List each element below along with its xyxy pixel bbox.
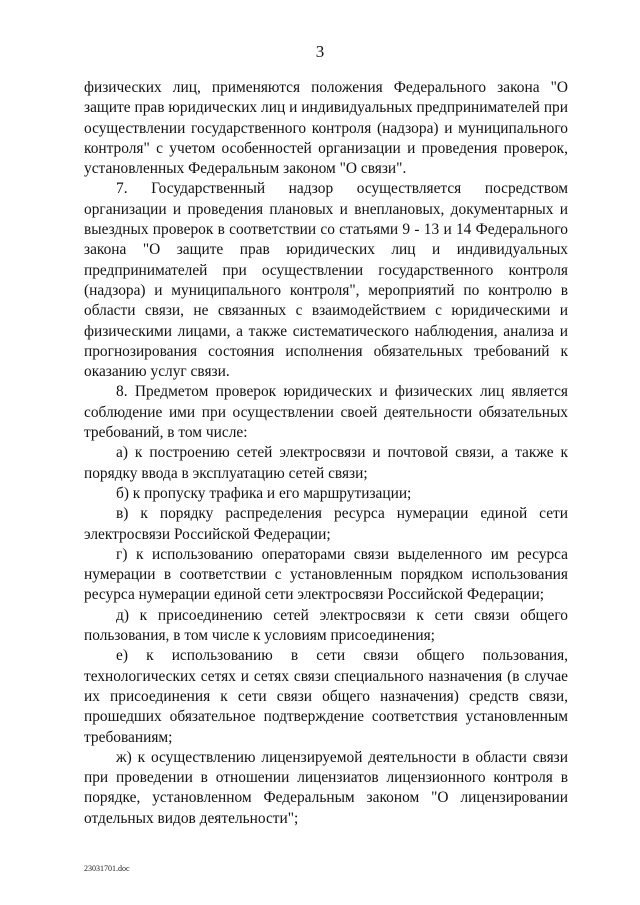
paragraph-8: 8. Предметом проверок юридических и физических лиц является соблюдение ими при осуществлении своей деятельности обязательных требований, в том числе: [84, 383, 568, 442]
list-item-a: а) к построению сетей электросвязи и почтовой связи, а также к порядку ввода в эксплуатацию сетей связи; [84, 444, 568, 482]
footer-file-code: 23031701.doc [84, 864, 130, 873]
list-item-b: б) к пропуску трафика и его маршрутизации; [116, 484, 412, 502]
list-item-zh: ж) к осуществлению лицензируемой деятельности в области связи при проведении в отношении лицензиатов лицензионного контроля в порядке, установленном Федеральным законом "О лицензировании отдельных видов деятельности"; [84, 748, 568, 827]
list-item-d: д) к присоединению сетей электросвязи к сети связи общего пользования, в том числе к условиям присоединения; [84, 606, 568, 645]
list-item-e: е) к использованию в сети связи общего пользования, технологических сетях и сетях связи специального назначения (в случае их присоединения к сети связи общего назначения) средств связи, прошедших обязательное подтверждение соответствия установленным требованиям; [84, 647, 568, 746]
list-item-v: в) к порядку распределения ресурса нумерации единой сети электросвязи Российской Федерации; [84, 505, 568, 543]
paragraph-continuation: физических лиц, применяются положения Федерального закона "О защите прав юридических лиц и индивидуальных предпринимателей при осуществлении государственного контроля (надзора) и муниципального контроля" с учетом особенностей организации и проведения проверок, установленных Федеральным законом "О связи". [84, 79, 568, 178]
paragraph-7: 7. Государственный надзор осуществляется посредством организации и проведения плановых и внеплановых, документарных и выездных проверок в соответствии со статьями 9 - 13 и 14 Федерального закона "О защите прав юридических лиц и индивидуальных предпринимателей при осуществлении государственного контроля (надзора) и муниципального контроля", мероприятий по контролю в области связи, не связанных с взаимодействием с юридическими и физическими лицами, а также систематического наблюдения, анализа и прогнозирования состояния исполнения обязательных требований к оказанию услуг связи. [84, 180, 568, 381]
document-body [84, 78, 568, 829]
list-item-g: г) к использованию операторами связи выделенного им ресурса нумерации в соответствии с установленным порядком использования ресурса нумерации единой сети электросвязи Российской Федерации; [84, 545, 568, 604]
page-number: 3 [315, 42, 325, 61]
